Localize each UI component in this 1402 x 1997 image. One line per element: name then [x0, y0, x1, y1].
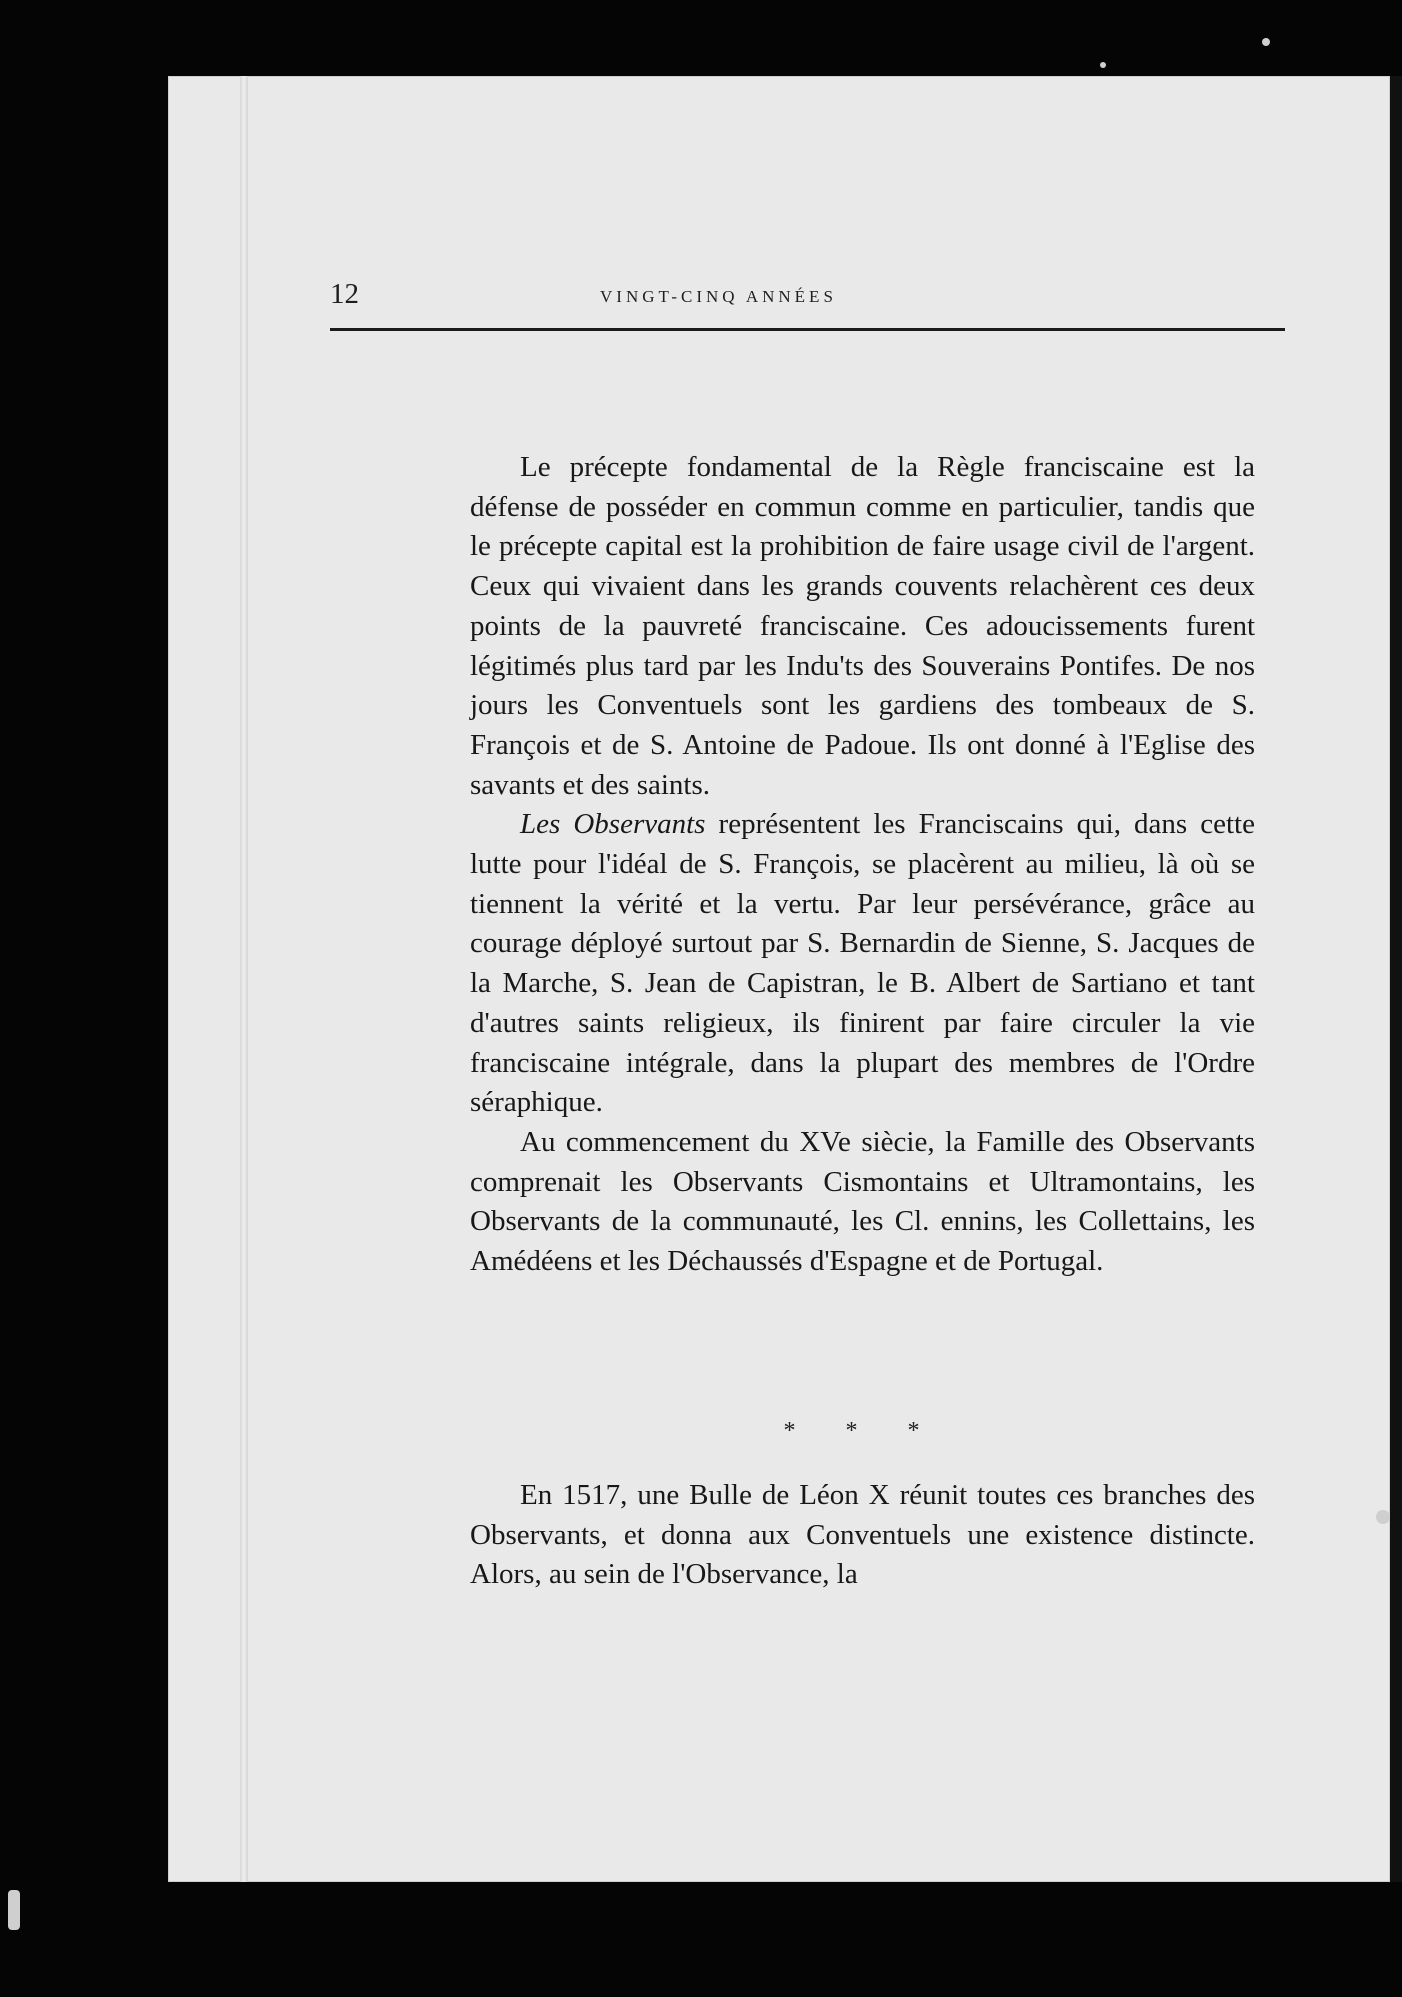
running-title: VINGT-CINQ ANNÉES: [600, 287, 837, 306]
paragraph-famille: [470, 1123, 1255, 1282]
body-text: [470, 448, 1255, 1282]
paragraph-text: Le précepte fondamental de la Règle franciscaine est la défense de posséder en commun comme en particulier, tandis que le précepte capital est la prohibition de faire usage civil de l'argent. Ceux qui vivaient dans les grands couvents relachèrent ces deux points de la pauvreté franciscaine. Ces adoucissements furent légitimés plus tard par les Indu'ts des Souverains Pontifes. De nos jours les Conventuels sont les gardiens des tombeaux de S. François et de S. Antoine de Padoue. Ils ont donné à l'Eglise des savants et des saints.: [470, 451, 1255, 801]
paragraph-observants: [470, 805, 1255, 1123]
scan-speck: [8, 1890, 20, 1930]
italic-lead: Les Observants: [520, 808, 706, 841]
paragraph-bulle: [470, 1476, 1255, 1595]
page-number: 12: [330, 278, 359, 310]
body-text-continued: [470, 1476, 1255, 1595]
paragraph-conventuels: [470, 448, 1255, 805]
page-header: [330, 278, 1110, 328]
section-separator: * * *: [783, 1418, 942, 1444]
header-rule: [330, 328, 1285, 331]
scan-speck: [1100, 62, 1106, 68]
scan-speck: [1262, 38, 1270, 46]
page-gutter: [240, 76, 248, 1882]
paragraph-text: représentent les Franciscains qui, dans cette lutte pour l'idéal de S. François, se placèrent au milieu, là où se tiennent la vérité et la vertu. Par leur persévérance, grâce au courage déployé surtout par S. Bernardin de Sienne, S. Jacques de la Marche, S. Jean de Capistran, le B. Albert de Sartiano et tant d'autres saints religieux, ils finirent par faire circuler la vie franciscaine intégrale, dans la plupart des membres de l'Ordre séraphique.: [470, 808, 1255, 1119]
paragraph-text: En 1517, une Bulle de Léon X réunit toutes ces branches des Observants, et donna aux Conventuels une existence distincte. Alors, au sein de l'Observance, la: [470, 1479, 1255, 1591]
page-edge: [1390, 76, 1402, 1882]
paragraph-text: Au commencement du XVe siècie, la Famille des Observants comprenait les Observants Cismontains et Ultramontains, les Observants de la communauté, les Cl. ennins, les Collettains, les Amédéens et les Déchaussés d'Espagne et de Portugal.: [470, 1125, 1255, 1278]
scan-speck: [1376, 1510, 1390, 1524]
